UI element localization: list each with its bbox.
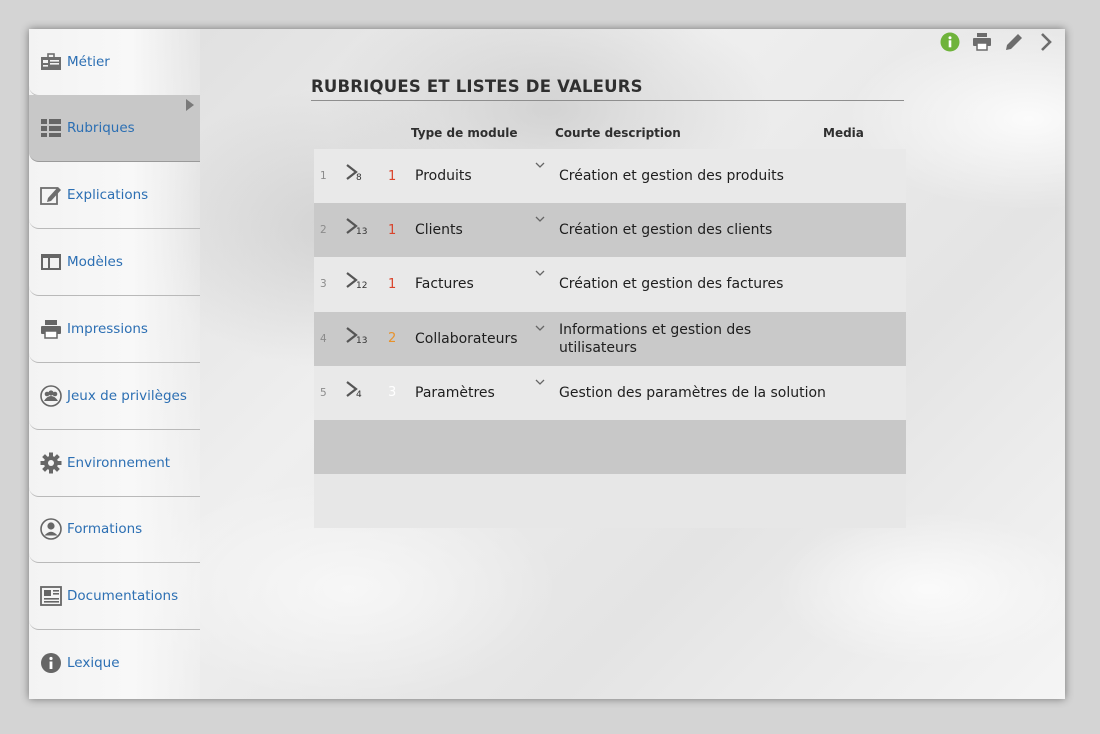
go-to-module-button[interactable] xyxy=(345,217,375,243)
empty-row xyxy=(314,474,906,528)
module-type: 1 xyxy=(388,222,397,238)
sidebar-item-label: Environnement xyxy=(67,455,171,471)
table-row[interactable] xyxy=(314,257,906,311)
record-count: 4 xyxy=(356,389,362,400)
newspaper-icon xyxy=(40,585,62,607)
module-name: Clients xyxy=(415,222,463,239)
row-number: 4 xyxy=(320,332,327,345)
column-header-media: Media xyxy=(823,126,864,140)
page-title: RUBRIQUES ET LISTES DE VALEURS xyxy=(311,77,643,96)
table-row[interactable] xyxy=(314,203,906,257)
module-media xyxy=(824,312,904,366)
module-description: Création et gestion des factures xyxy=(559,276,784,293)
sidebar-item-impressions[interactable] xyxy=(29,296,200,363)
grid-icon xyxy=(40,117,62,139)
user-icon xyxy=(40,518,62,540)
record-count: 13 xyxy=(356,335,368,346)
column-header-type: Type de module xyxy=(411,126,518,140)
sidebar-item-rubriques[interactable] xyxy=(29,95,200,162)
sidebar xyxy=(29,29,200,699)
module-media xyxy=(824,203,904,257)
info-icon xyxy=(940,32,960,56)
print-button[interactable] xyxy=(971,33,993,55)
module-name: Factures xyxy=(415,276,474,293)
printer-icon xyxy=(40,318,62,340)
module-name: Collaborateurs xyxy=(415,330,518,347)
chevron-down-icon[interactable] xyxy=(535,261,545,280)
row-number: 3 xyxy=(320,278,327,291)
chevron-down-icon[interactable] xyxy=(535,207,545,226)
layout-icon xyxy=(40,251,62,273)
go-to-module-button[interactable] xyxy=(345,326,375,352)
sidebar-item-label: Lexique xyxy=(67,655,120,671)
modules-table xyxy=(314,149,906,528)
record-count: 12 xyxy=(356,281,368,292)
sidebar-item-lexique[interactable] xyxy=(29,630,200,696)
module-type: 1 xyxy=(388,276,397,292)
edit-note-icon xyxy=(40,184,62,206)
group-icon xyxy=(40,385,62,407)
column-header-description: Courte description xyxy=(555,126,681,140)
row-number: 1 xyxy=(320,170,327,183)
sidebar-item-label: Rubriques xyxy=(67,120,135,136)
next-button[interactable] xyxy=(1035,33,1057,55)
edit-button[interactable] xyxy=(1003,33,1025,55)
sidebar-item-jeux-de-privileges[interactable] xyxy=(29,363,200,430)
module-media xyxy=(824,366,904,420)
chevron-right-icon xyxy=(1038,32,1054,56)
sidebar-item-label: Jeux de privilèges xyxy=(67,388,187,404)
title-divider xyxy=(311,100,904,101)
module-type: 1 xyxy=(388,168,397,184)
sidebar-item-label: Explications xyxy=(67,187,149,203)
module-description: Gestion des paramètres de la solution xyxy=(559,384,826,401)
printer-icon xyxy=(972,32,992,56)
sidebar-item-metier[interactable] xyxy=(29,29,200,96)
chevron-down-icon[interactable] xyxy=(535,153,545,172)
record-count: 8 xyxy=(356,173,362,183)
table-row[interactable] xyxy=(314,366,906,420)
info-icon xyxy=(40,652,62,674)
sidebar-item-modeles[interactable] xyxy=(29,229,200,296)
go-to-module-button[interactable] xyxy=(345,380,375,406)
table-row[interactable] xyxy=(314,149,906,203)
sidebar-item-label: Documentations xyxy=(67,588,179,604)
go-to-module-button[interactable] xyxy=(345,271,375,297)
sidebar-item-label: Formations xyxy=(67,521,143,537)
pencil-icon xyxy=(1004,32,1024,56)
module-name: Paramètres xyxy=(415,384,495,401)
business-icon xyxy=(40,51,62,73)
module-description: Création et gestion des clients xyxy=(559,222,773,239)
module-name: Produits xyxy=(415,168,472,185)
app-window xyxy=(29,29,1065,699)
sidebar-item-formations[interactable] xyxy=(29,496,200,563)
module-description: Informations et gestion des utilisateurs xyxy=(559,321,752,356)
gear-icon xyxy=(40,452,62,474)
empty-row xyxy=(314,420,906,474)
sidebar-item-explications[interactable] xyxy=(29,162,200,229)
row-number: 5 xyxy=(320,386,327,399)
module-media xyxy=(824,149,904,203)
sidebar-item-documentations[interactable] xyxy=(29,563,200,630)
sidebar-item-label: Métier xyxy=(67,54,110,70)
record-count: 13 xyxy=(356,227,368,238)
chevron-down-icon[interactable] xyxy=(535,316,545,335)
module-type: 3 xyxy=(388,385,397,401)
module-media xyxy=(824,257,904,311)
active-indicator-icon xyxy=(186,99,194,111)
module-description: Création et gestion des produits xyxy=(559,168,784,185)
sidebar-item-label: Modèles xyxy=(67,254,123,270)
info-button[interactable] xyxy=(939,33,961,55)
chevron-down-icon[interactable] xyxy=(535,370,545,389)
sidebar-item-label: Impressions xyxy=(67,321,148,337)
module-type: 2 xyxy=(388,331,397,347)
toolbar xyxy=(939,33,1057,55)
sidebar-item-environnement[interactable] xyxy=(29,430,200,497)
row-number: 2 xyxy=(320,224,327,237)
table-row[interactable] xyxy=(314,312,906,366)
go-to-module-button[interactable] xyxy=(345,163,375,189)
